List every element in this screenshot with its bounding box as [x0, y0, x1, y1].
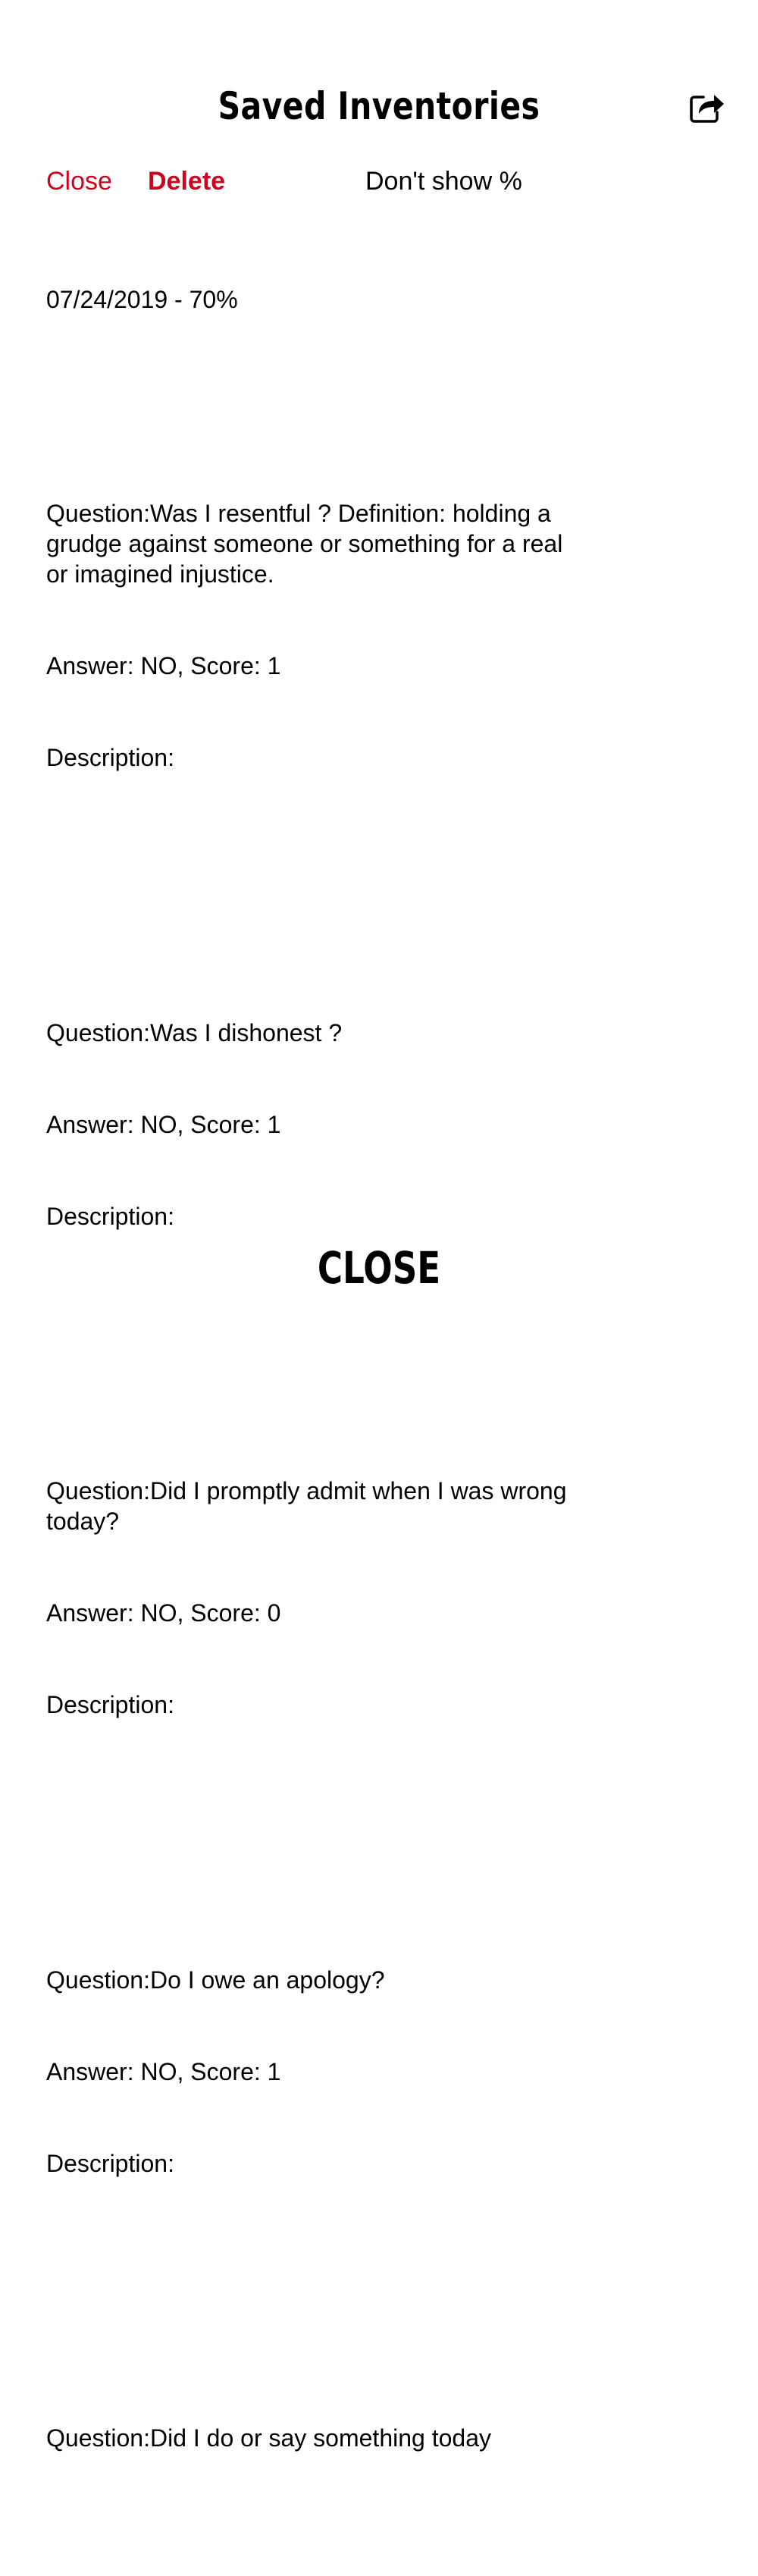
inventory-date-score: 07/24/2019 - 70% [46, 285, 238, 313]
entry-description: Description: [46, 1202, 174, 1230]
entry-description: Description: [46, 1691, 174, 1719]
toolbar [0, 164, 758, 199]
entry-description: Description: [46, 744, 174, 772]
entry-answer: Answer: NO, Score: 1 [46, 652, 281, 680]
inventory-entry [46, 437, 577, 834]
share-button[interactable] [688, 89, 726, 124]
inventory-entry [46, 1903, 577, 2239]
entry-answer: Answer: NO, Score: 0 [46, 1599, 281, 1627]
inventory-entry [46, 2362, 577, 2515]
delete-button[interactable]: Delete [148, 164, 225, 199]
footer-close-button[interactable]: CLOSE [83, 1241, 675, 1295]
entry-question: Question:Did I promptly admit when I was wrong today? [46, 1477, 574, 1536]
entry-answer: Answer: NO, Score: 1 [46, 1110, 281, 1138]
page-title: Saved Inventories [218, 84, 540, 128]
entry-question: Question:Was I dishonest ? [46, 1018, 343, 1046]
inventory-entry [46, 1415, 577, 1782]
hide-percent-toggle[interactable]: Don't show % [365, 164, 522, 199]
close-button[interactable]: Close [46, 164, 112, 199]
share-icon [688, 89, 726, 124]
entry-answer: Answer: NO, Score: 1 [46, 2057, 281, 2085]
entry-description: Description: [46, 2149, 174, 2177]
entry-question: Question:Did I do or say something today [46, 2424, 491, 2452]
entry-question: Question:Do I owe an apology? [46, 1966, 385, 1994]
entry-question: Question:Was I resentful ? Definition: holding a grudge against someone or something for a real or imagined injustice. [46, 499, 570, 588]
